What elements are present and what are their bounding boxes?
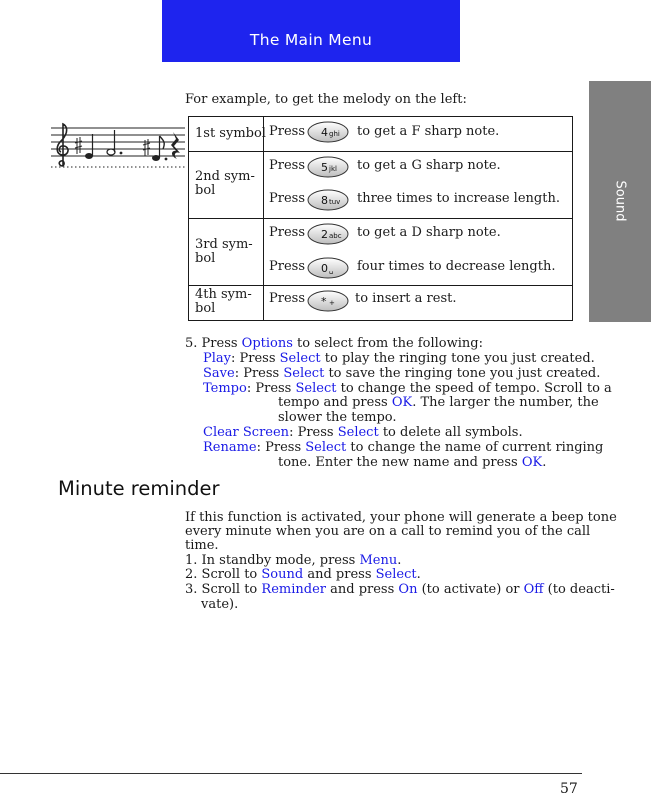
option-play-line: Play: Press Select to play the ringing tone you just created. xyxy=(203,351,595,366)
press-label: Press xyxy=(269,291,305,306)
key-5-jkl-icon xyxy=(307,156,349,178)
reminder-step-line: 1. In standby mode, press Menu. xyxy=(185,552,402,568)
intro-text: For example, to get the melody on the left: xyxy=(185,92,467,107)
key-2-abc-icon xyxy=(307,223,349,245)
page-number: 57 xyxy=(560,781,578,797)
option-rename-line: tone. Enter the new name and press OK. xyxy=(278,454,547,470)
option-tempo-line: slower the tempo. xyxy=(278,410,397,426)
option-name: Clear Screen xyxy=(203,425,290,440)
key-star-icon xyxy=(307,290,349,312)
option-name: Tempo xyxy=(203,380,247,396)
menu-keyword: OK xyxy=(391,395,413,411)
options-keyword: Options xyxy=(241,336,293,351)
svg-text:+: + xyxy=(329,299,335,307)
press-label: Press xyxy=(269,191,305,206)
step-5-line: 5. Press Options to select from the following: xyxy=(185,336,483,351)
symbol-label: bol xyxy=(195,301,216,316)
instruction-text: three times to increase length. xyxy=(357,191,560,206)
option-name: Save xyxy=(203,365,235,381)
svg-text:0: 0 xyxy=(321,262,328,275)
svg-text:2: 2 xyxy=(321,228,328,241)
symbol-label: bol xyxy=(195,251,216,266)
menu-keyword: Select xyxy=(375,567,417,583)
music-staff-icon xyxy=(49,122,189,172)
instruction-text: to insert a rest. xyxy=(355,291,457,306)
svg-text:8: 8 xyxy=(321,194,328,207)
option-save-line: Save: Press Select to save the ringing tone you just created. xyxy=(203,365,601,381)
svg-text:abc: abc xyxy=(329,232,342,240)
menu-keyword: Off xyxy=(523,582,544,598)
instruction-text: four times to decrease length. xyxy=(357,259,556,274)
svg-text:*: * xyxy=(321,295,327,308)
option-clear-screen-line: Clear Screen: Press Select to delete all symbols. xyxy=(203,425,523,440)
footer-rule xyxy=(0,773,582,774)
section-title: Minute reminder xyxy=(58,477,220,500)
option-tempo-line: tempo and press OK. The larger the number, the xyxy=(278,395,599,411)
reminder-step-line: vate). xyxy=(201,597,239,613)
svg-text:␣: ␣ xyxy=(329,266,334,274)
svg-text:tuv: tuv xyxy=(329,198,341,206)
instruction-text: to get a F sharp note. xyxy=(357,124,500,139)
option-tempo-line: Tempo: Press Select to change the speed of tempo. Scroll to a xyxy=(203,380,612,396)
menu-keyword: Reminder xyxy=(261,582,326,598)
symbol-label: bol xyxy=(195,183,216,198)
menu-keyword: OK xyxy=(521,454,543,470)
menu-keyword: Select xyxy=(337,425,379,440)
melody-staff-illustration xyxy=(49,122,189,176)
menu-keyword: Select xyxy=(283,365,325,381)
press-label: Press xyxy=(269,158,305,173)
svg-text:4: 4 xyxy=(321,126,328,139)
description-line: If this function is activated, your phone will generate a beep tone xyxy=(185,510,617,525)
instruction-text: to get a D sharp note. xyxy=(357,225,501,240)
reminder-step-line: 2. Scroll to Sound and press Select. xyxy=(185,567,421,583)
svg-text:ghi: ghi xyxy=(329,130,340,138)
option-rename-line: Rename: Press Select to change the name of current ringing xyxy=(203,439,604,455)
melody-symbol-table xyxy=(188,116,573,321)
key-4-ghi-icon xyxy=(307,121,349,143)
svg-text:jkl: jkl xyxy=(329,165,337,173)
symbol-label: 4th sym- xyxy=(195,287,252,302)
key-0-space-icon xyxy=(307,257,349,279)
menu-keyword: Select xyxy=(305,439,347,455)
symbol-label: 2nd sym- xyxy=(195,169,255,184)
description-line: time. xyxy=(185,537,219,553)
press-label: Press xyxy=(269,124,305,139)
instruction-text: to get a G sharp note. xyxy=(357,158,501,173)
reminder-step-line: 3. Scroll to Reminder and press On (to activate) or Off (to deacti- xyxy=(185,582,615,598)
section-side-tab xyxy=(589,81,651,322)
menu-keyword: Select xyxy=(295,380,337,396)
press-label: Press xyxy=(269,259,305,274)
menu-keyword: On xyxy=(398,582,418,598)
section-side-label: Sound xyxy=(612,180,628,222)
description-line: every minute when you are on a call to remind you of the call xyxy=(185,523,591,539)
menu-keyword: Sound xyxy=(261,567,304,583)
option-name: Play xyxy=(203,351,231,366)
symbol-label: 1st symbol xyxy=(195,126,266,141)
option-name: Rename xyxy=(203,439,257,455)
menu-keyword: Select xyxy=(279,351,321,366)
svg-text:5: 5 xyxy=(321,161,328,174)
menu-keyword: Menu xyxy=(359,552,398,568)
chapter-title: The Main Menu xyxy=(249,31,373,49)
chapter-header xyxy=(162,0,460,62)
press-label: Press xyxy=(269,225,305,240)
symbol-label: 3rd sym- xyxy=(195,237,253,252)
key-8-tuv-icon xyxy=(307,189,349,211)
